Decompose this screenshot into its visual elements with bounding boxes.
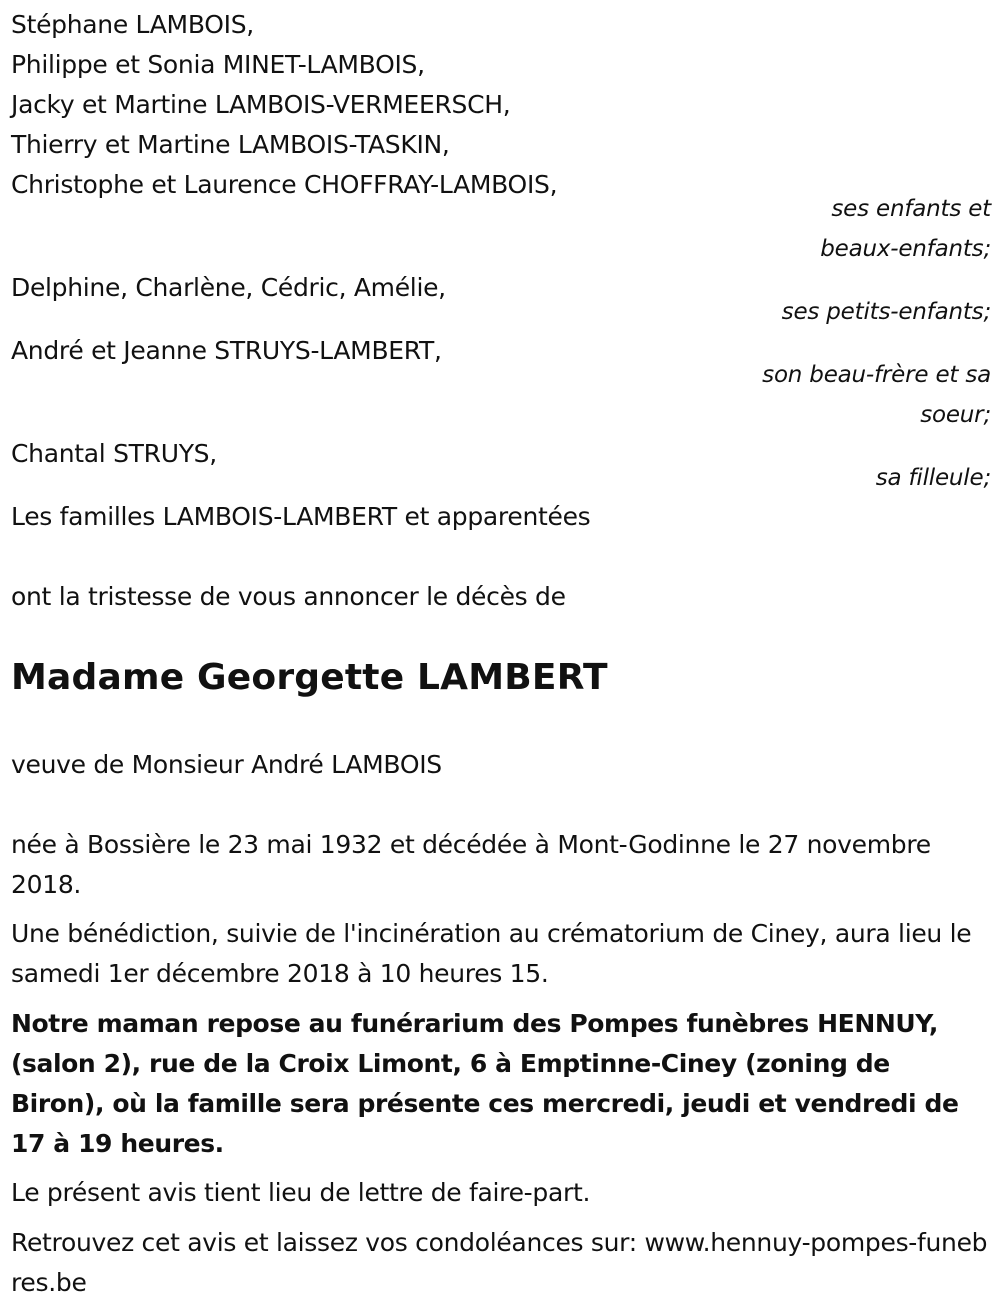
notice-text: Le présent avis tient lieu de lettre de faire-part. <box>11 1178 591 1207</box>
relation-label-inlaws-cont: soeur; <box>920 402 991 428</box>
goddaughter-name: Chantal STRUYS, <box>11 439 217 468</box>
ceremony-paragraph: Une bénédiction, suivie de l'incinération au crématorium de Ciney, aura lieu le samedi 1er décembre 2018 à 10 heures 15. <box>11 919 972 988</box>
deceased-name: Madame Georgette LAMBERT <box>11 657 608 698</box>
relation-label-grandchildren: ses petits-enfants; <box>781 299 991 325</box>
inlaws-names: André et Jeanne STRUYS-LAMBERT, <box>11 336 442 365</box>
family-member-line: Philippe et Sonia MINET-LAMBOIS, <box>11 50 425 79</box>
relation-label-children: ses enfants et <box>831 196 991 222</box>
family-member-line: Stéphane LAMBOIS, <box>11 10 254 39</box>
family-member-line: Thierry et Martine LAMBOIS-TASKIN, <box>11 130 450 159</box>
relation-label-children-cont: beaux-enfants; <box>820 236 991 262</box>
family-member-line: Jacky et Martine LAMBOIS-VERMEERSCH, <box>11 90 511 119</box>
birth-death-dates: née à Bossière le 23 mai 1932 et décédée à Mont-Godinne le 27 novembre 2018. <box>11 830 931 899</box>
visitation-paragraph: Notre maman repose au funérarium des Pompes funèbres HENNUY, (salon 2), rue de la Croix Limont, 6 à Emptinne-Ciney (zoning de Biron), où la famille sera présente ces mercredi, jeudi et vendredi de 17 à 19 heures. <box>11 1009 959 1158</box>
condolences-text: Retrouvez cet avis et laissez vos condoléances sur: www.hennuy-pompes-funebres.be <box>11 1228 988 1297</box>
relation-label-inlaws: son beau-frère et sa <box>762 362 991 388</box>
family-member-line: Christophe et Laurence CHOFFRAY-LAMBOIS, <box>11 170 558 199</box>
announcement-text: ont la tristesse de vous annoncer le décès de <box>11 582 566 611</box>
related-families: Les familles LAMBOIS-LAMBERT et apparentées <box>11 502 591 531</box>
grandchildren-names: Delphine, Charlène, Cédric, Amélie, <box>11 273 446 302</box>
widow-of-text: veuve de Monsieur André LAMBOIS <box>11 750 442 779</box>
relation-label-goddaughter: sa filleule; <box>875 465 991 491</box>
